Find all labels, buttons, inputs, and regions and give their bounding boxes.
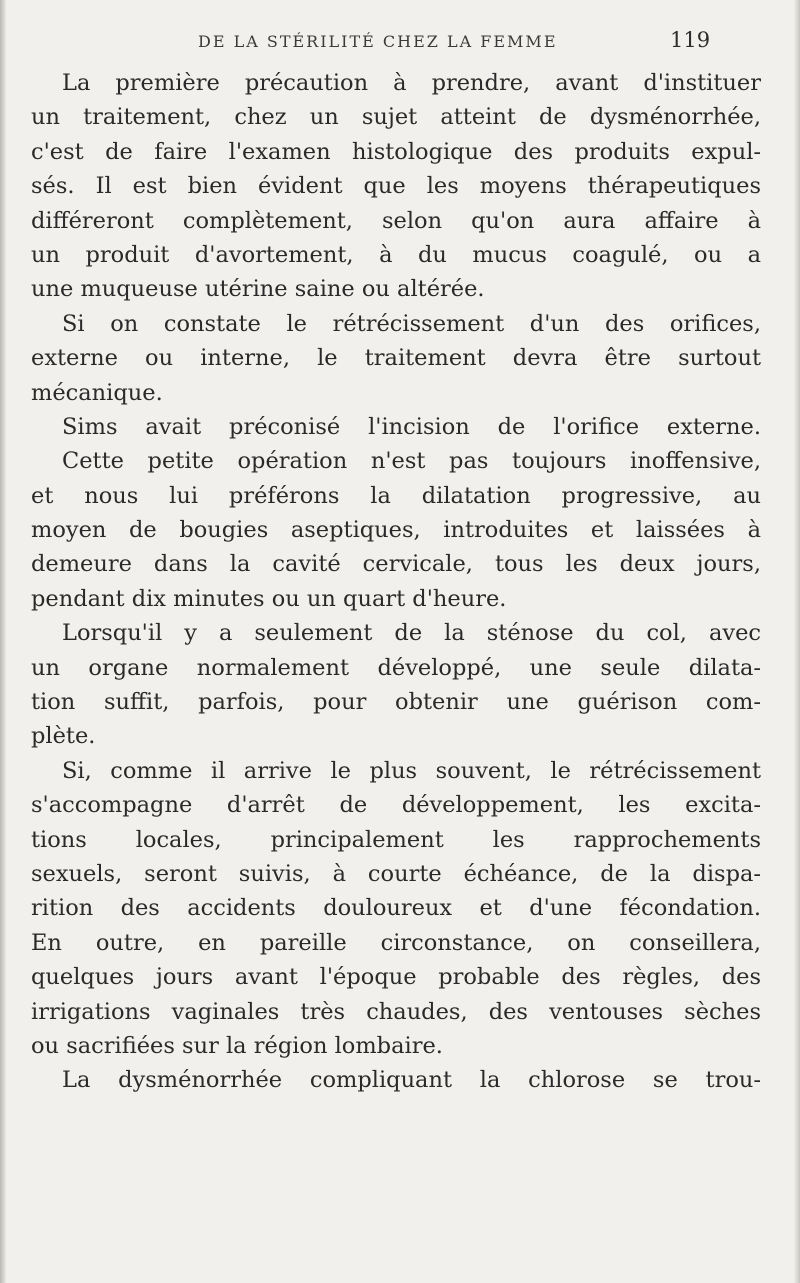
text-line: s'accompagne d'arrêt de développement, les excita-: [31, 792, 761, 819]
text-line: une muqueuse utérine saine ou altérée.: [31, 276, 485, 303]
text-line: Cette petite opération n'est pas toujours inoffensive,: [62, 448, 761, 475]
text-line: rition des accidents douloureux et d'une fécondation.: [31, 895, 761, 922]
text-line: sexuels, seront suivis, à courte échéance, de la dispa-: [31, 860, 761, 887]
text-line: moyen de bougies aseptiques, introduites et laissées à: [31, 517, 761, 544]
text-line: En outre, en pareille circonstance, on conseillera,: [31, 929, 761, 956]
text-line: quelques jours avant l'époque probable des règles, des: [31, 964, 761, 991]
text-line: irrigations vaginales très chaudes, des ventouses sèches: [31, 998, 761, 1025]
text-line: Sims avait préconisé l'incision de l'orifice externe.: [62, 413, 761, 440]
text-line: un traitement, chez un sujet atteint de dysménorrhée,: [31, 104, 761, 131]
page-number: 119: [670, 28, 711, 52]
text-line: sés. Il est bien évident que les moyens thérapeutiques: [31, 173, 761, 200]
text-line: plète.: [31, 723, 96, 750]
text-line: tions locales, principalement les rapprochements: [31, 826, 761, 853]
text-line: demeure dans la cavité cervicale, tous les deux jours,: [31, 551, 761, 578]
text-line: mécanique.: [31, 379, 163, 406]
text-line: c'est de faire l'examen histologique des produits expul-: [31, 138, 761, 165]
text-line: La dysménorrhée compliquant la chlorose se trou-: [62, 1067, 761, 1094]
page-edge-left: [0, 0, 6, 1283]
text-line: Si, comme il arrive le plus souvent, le rétrécissement: [62, 757, 761, 784]
text-line: différeront complètement, selon qu'on aura affaire à: [31, 207, 761, 234]
running-title: DE LA STÉRILITÉ CHEZ LA FEMME: [198, 32, 558, 51]
text-line: externe ou interne, le traitement devra être surtout: [31, 345, 761, 372]
text-line: Lorsqu'il y a seulement de la sténose du col, avec: [62, 620, 761, 647]
text-line: La première précaution à prendre, avant d'instituer: [62, 70, 761, 96]
text-line: et nous lui préférons la dilatation progressive, au: [31, 482, 761, 509]
text-line: Si on constate le rétrécissement d'un des orifices,: [62, 310, 761, 337]
running-header: [0, 28, 800, 60]
page-edge-right: [794, 0, 800, 1283]
text-line: un organe normalement développé, une seule dilata-: [31, 654, 761, 681]
text-line: un produit d'avortement, à du mucus coagulé, ou a: [31, 241, 761, 268]
text-line: pendant dix minutes ou un quart d'heure.: [31, 585, 507, 612]
text-line: tion suffit, parfois, pour obtenir une guérison com-: [31, 689, 761, 716]
text-line: ou sacrifiées sur la région lombaire.: [31, 1032, 443, 1059]
body-text: [31, 66, 761, 1098]
